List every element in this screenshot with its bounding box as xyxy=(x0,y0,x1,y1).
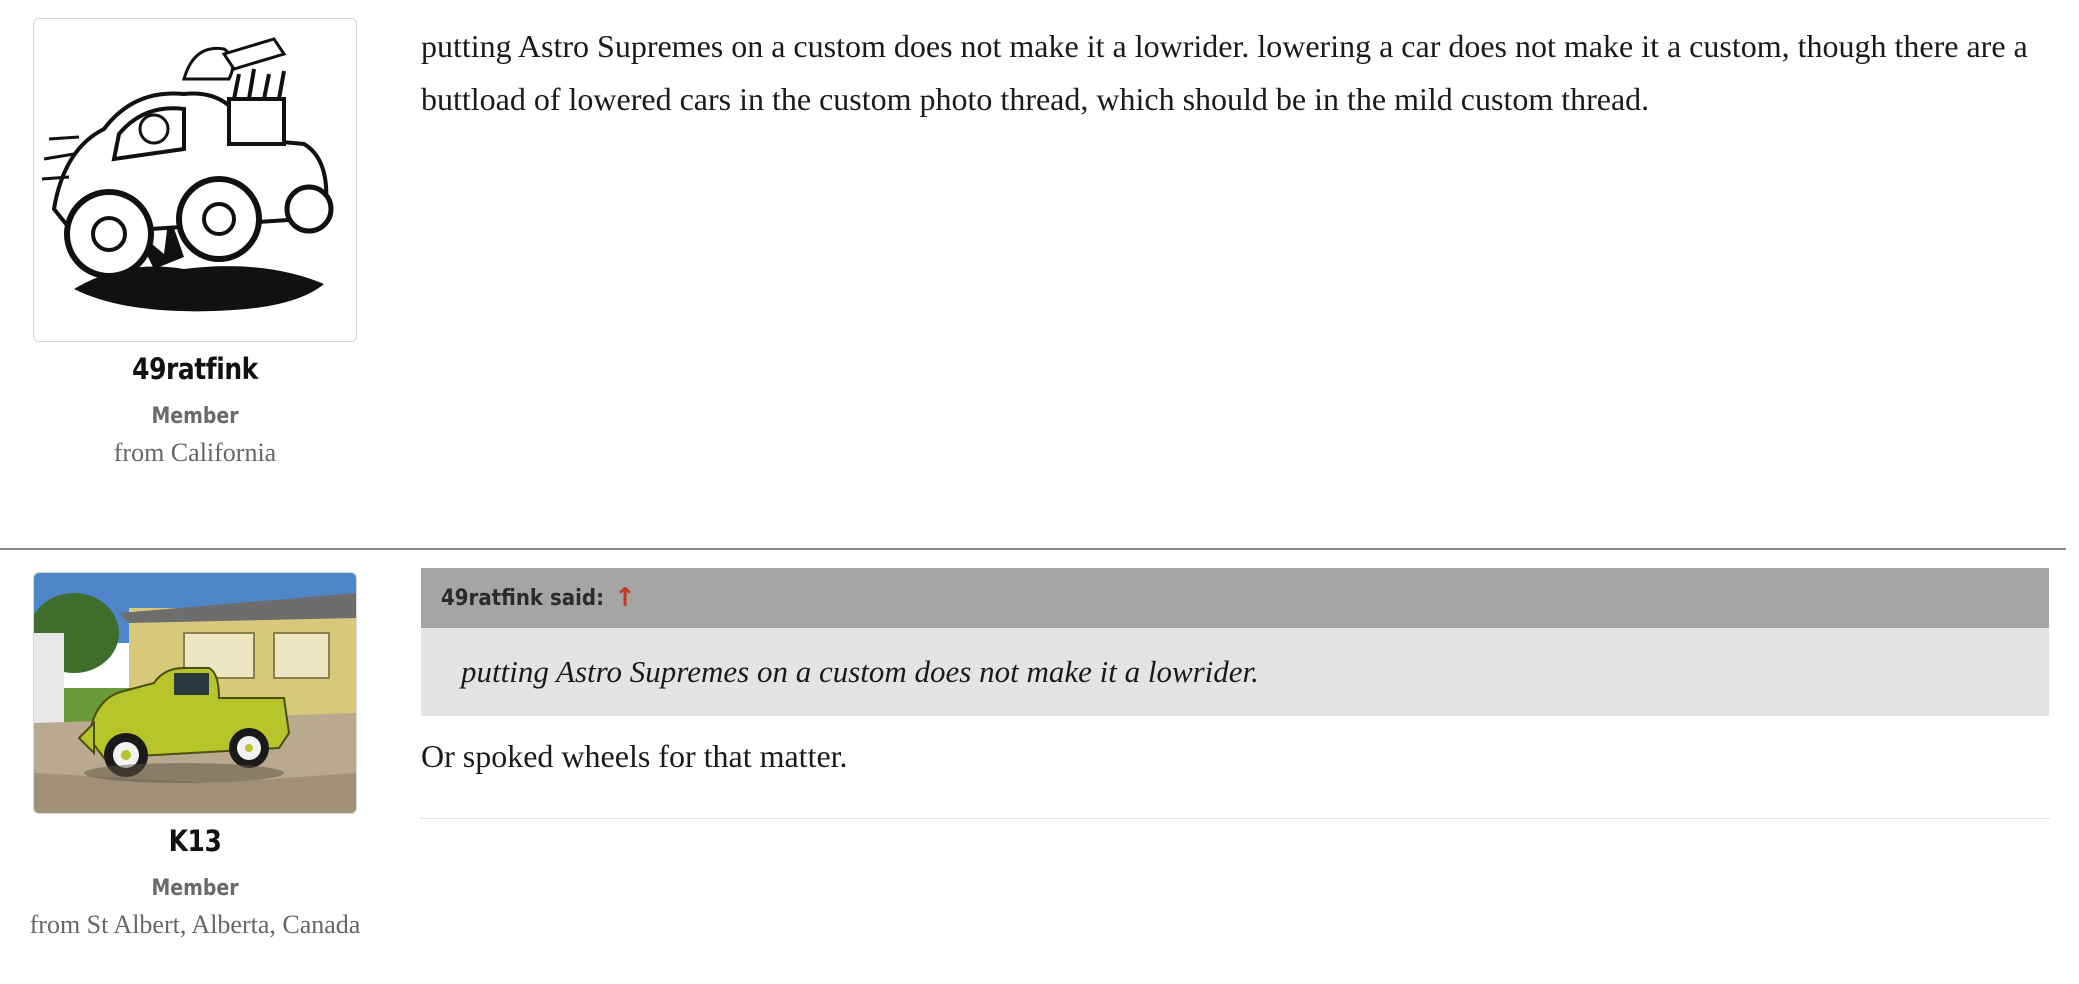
quote-text: putting Astro Supremes on a custom does not make it a lowrider. xyxy=(421,628,2049,716)
hot-rod-cartoon-icon xyxy=(34,19,356,341)
post-message: Or spoked wheels for that matter. xyxy=(421,738,848,774)
user-title: Member xyxy=(151,404,239,429)
avatar[interactable] xyxy=(33,18,357,342)
post xyxy=(0,550,2066,984)
user-location: from St Albert, Alberta, Canada xyxy=(29,910,361,939)
post-message: putting Astro Supremes on a custom does not make it a lowrider. lowering a car does not make it a custom, though there are a buttload of lowered cars in the custom photo thread, which should be in the mild custom thread. xyxy=(421,28,2028,117)
quote-author[interactable]: 49ratfink said: xyxy=(441,585,605,611)
quote-header xyxy=(421,568,2049,628)
avatar[interactable] xyxy=(33,572,357,814)
quote-block xyxy=(421,568,2049,716)
user-location: from California xyxy=(113,438,277,467)
jump-to-quote-arrow-icon[interactable]: ↑ xyxy=(614,583,636,613)
user-title: Member xyxy=(151,876,239,901)
message-separator xyxy=(421,818,2049,819)
username[interactable]: K13 xyxy=(168,824,222,858)
username[interactable]: 49ratfink xyxy=(132,352,258,386)
green-pickup-truck-photo-icon xyxy=(34,573,356,813)
